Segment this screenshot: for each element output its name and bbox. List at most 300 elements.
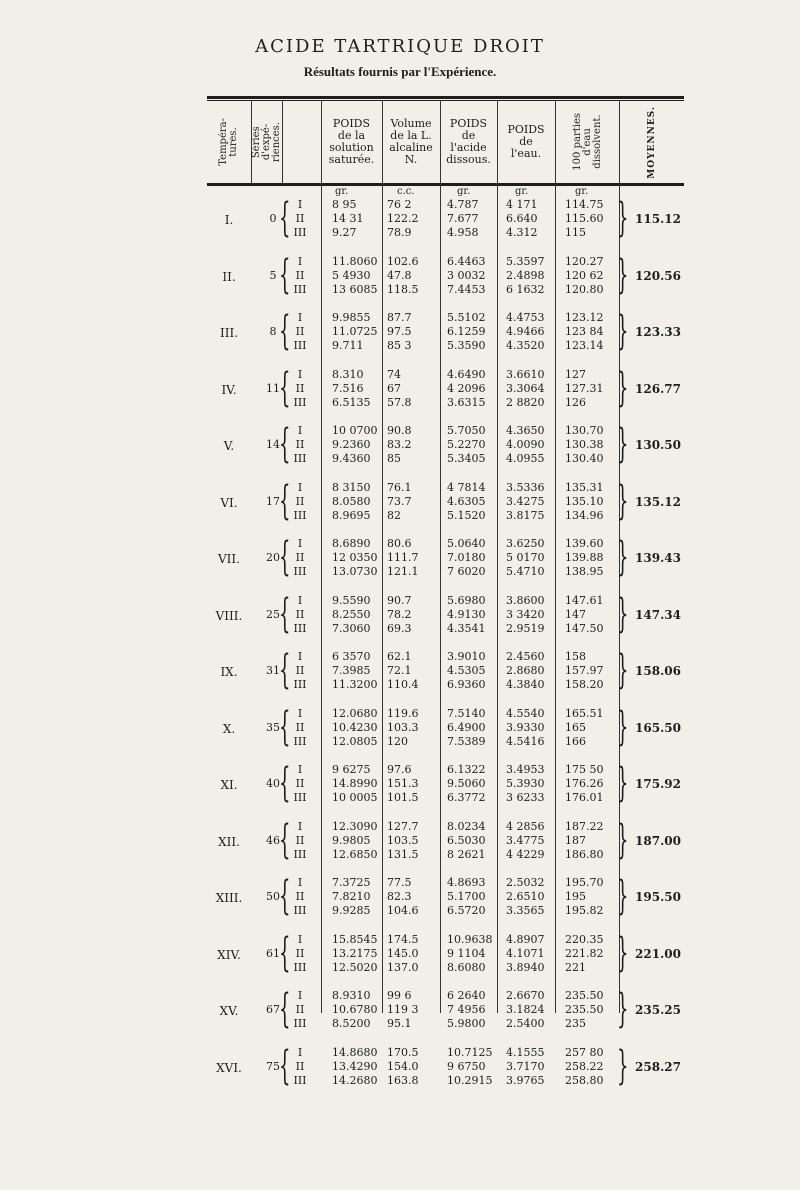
table-row — [207, 735, 684, 749]
parties-eau-cell: 126 — [565, 395, 586, 409]
poids-acide-cell: 10.7125 — [447, 1045, 493, 1059]
poids-eau-cell: 3.6610 — [506, 367, 545, 381]
series-cell: III — [293, 339, 307, 352]
table-row — [207, 212, 684, 226]
parties-eau-cell: 135.31 — [565, 480, 604, 494]
poids-eau-cell: 4.5540 — [506, 706, 545, 720]
poids-solution-cell: 11.3200 — [332, 678, 378, 691]
poids-acide-cell: 5.1520 — [447, 508, 486, 522]
poids-solution-cell: 8.5200 — [332, 1017, 371, 1030]
group-number: I. — [224, 213, 234, 227]
poids-eau-cell: 2.4898 — [506, 268, 545, 282]
group-number: XV. — [219, 1004, 239, 1018]
table-row — [207, 226, 684, 240]
series-cell: I — [297, 254, 303, 268]
group-number: V. — [223, 439, 235, 453]
poids-eau-cell: 2.9519 — [506, 621, 545, 635]
table-row — [207, 721, 684, 735]
parties-eau-cell: 120.80 — [565, 282, 604, 296]
temperature-group — [207, 534, 684, 580]
volume-cell: 90.7 — [387, 593, 412, 607]
poids-eau-cell: 4.5416 — [506, 734, 545, 748]
series-cell: II — [295, 551, 305, 564]
poids-eau-cell: 4.0090 — [506, 438, 545, 451]
moyenne-value: 235.25 — [635, 1003, 681, 1017]
parties-eau-cell: 115.60 — [565, 212, 604, 225]
parties-eau-cell: 130.38 — [565, 438, 604, 451]
moyenne-value: 187.00 — [635, 833, 681, 848]
parties-eau-cell: 257 80 — [565, 1045, 604, 1059]
poids-solution-cell: 10 0005 — [332, 791, 378, 804]
volume-cell: 174.5 — [387, 932, 419, 946]
series-cell: III — [293, 395, 307, 409]
volume-cell: 170.5 — [387, 1045, 419, 1059]
temperature-value: 0 — [269, 212, 277, 225]
page-subtitle: Résultats fournis par l'Expérience. — [303, 64, 497, 79]
table-row — [207, 989, 684, 1003]
table-row — [207, 325, 684, 339]
poids-solution-cell: 9.9285 — [332, 904, 371, 917]
left-brace: { — [279, 647, 291, 693]
table-row — [207, 791, 684, 805]
results-table — [207, 96, 684, 1089]
table-row — [207, 1060, 684, 1074]
right-brace: } — [617, 929, 629, 976]
table-row — [207, 594, 684, 608]
series-cell: I — [297, 706, 303, 720]
poids-eau-cell: 4.3520 — [506, 339, 545, 352]
poids-acide-cell: 6.9360 — [447, 678, 486, 691]
table-row — [207, 368, 684, 382]
series-cell: I — [297, 763, 303, 776]
group-number: IV. — [221, 382, 237, 397]
table-row — [207, 438, 684, 452]
poids-solution-cell: 7.3725 — [332, 876, 371, 889]
series-cell: III — [293, 791, 307, 804]
left-brace: { — [279, 816, 291, 863]
parties-eau-cell: 165 — [565, 720, 586, 734]
poids-eau-cell: 3.4275 — [506, 494, 545, 508]
left-brace: { — [279, 760, 291, 806]
header-poids-eau: POIDS de l'eau. — [507, 123, 545, 160]
poids-acide-cell: 6.4900 — [447, 720, 486, 734]
parties-eau-cell: 114.75 — [565, 198, 604, 211]
table-row — [207, 664, 684, 678]
parties-eau-cell: 134.96 — [565, 508, 604, 522]
table-row — [207, 198, 684, 212]
poids-solution-cell: 12 0350 — [332, 551, 378, 564]
parties-eau-cell: 147.61 — [565, 593, 604, 607]
temperature-group — [207, 1042, 684, 1089]
volume-cell: 121.1 — [387, 565, 419, 578]
poids-eau-cell: 2.6510 — [506, 890, 545, 903]
poids-solution-cell: 10.6780 — [332, 1003, 378, 1016]
volume-cell: 103.5 — [387, 833, 419, 847]
poids-solution-cell: 13.4290 — [332, 1059, 378, 1073]
parties-eau-cell: 130.70 — [565, 424, 604, 437]
series-cell: II — [295, 607, 305, 621]
poids-eau-cell: 3.6250 — [506, 537, 545, 550]
table-row — [207, 495, 684, 509]
table-row — [207, 890, 684, 904]
poids-solution-cell: 9.5590 — [332, 593, 371, 607]
series-cell: II — [295, 494, 305, 508]
poids-acide-cell: 4.6305 — [447, 494, 486, 508]
group-number: III. — [219, 326, 239, 340]
series-cell: III — [293, 565, 307, 578]
poids-solution-cell: 12.0680 — [332, 706, 378, 720]
temperature-group — [207, 760, 684, 806]
poids-solution-cell: 9.27 — [332, 226, 357, 239]
poids-acide-cell: 5.6980 — [447, 593, 486, 607]
volume-cell: 131.5 — [387, 847, 419, 861]
right-brace: } — [617, 421, 629, 467]
poids-solution-cell: 11.8060 — [332, 254, 378, 268]
left-brace: { — [279, 195, 291, 241]
volume-cell: 82.3 — [387, 890, 412, 903]
series-cell: III — [293, 1017, 307, 1030]
poids-solution-cell: 8.310 — [332, 367, 364, 381]
right-brace: } — [617, 647, 629, 693]
poids-eau-cell: 3.8600 — [506, 593, 545, 607]
table-row — [207, 848, 684, 862]
poids-acide-cell: 5.9800 — [447, 1017, 486, 1030]
temperature-value: 17 — [266, 494, 280, 508]
poids-acide-cell: 4.5305 — [447, 664, 486, 677]
parties-eau-cell: 187.22 — [565, 819, 604, 833]
poids-eau-cell: 4.8907 — [506, 932, 545, 946]
poids-solution-cell: 8.0580 — [332, 494, 371, 508]
table-row — [207, 339, 684, 353]
series-cell: II — [295, 381, 305, 395]
poids-eau-cell: 3.9765 — [506, 1073, 545, 1087]
temperature-group — [207, 251, 684, 298]
left-brace: { — [279, 251, 291, 298]
moyenne-value: 158.06 — [635, 664, 681, 678]
left-brace: { — [279, 308, 291, 354]
moyenne-value: 123.33 — [635, 325, 681, 339]
table-row — [207, 481, 684, 495]
poids-acide-cell: 7.677 — [447, 212, 479, 225]
poids-solution-cell: 10.4230 — [332, 720, 378, 734]
volume-cell: 119.6 — [387, 706, 419, 720]
left-brace: { — [279, 929, 291, 976]
temperature-group — [207, 873, 684, 919]
parties-eau-cell: 127.31 — [565, 381, 604, 395]
poids-acide-cell: 6.1322 — [447, 763, 486, 776]
series-cell: III — [293, 508, 307, 522]
temperature-value: 61 — [266, 946, 280, 960]
poids-eau-cell: 4.0955 — [506, 452, 545, 465]
poids-eau-cell: 2.5032 — [506, 876, 545, 889]
moyenne-value: 130.50 — [635, 438, 681, 452]
temperature-value: 35 — [266, 720, 280, 734]
group-number: VII. — [218, 552, 240, 566]
parties-eau-cell: 130.40 — [565, 452, 604, 465]
parties-eau-cell: 120 62 — [565, 268, 604, 282]
parties-eau-cell: 139.88 — [565, 551, 604, 564]
left-brace: { — [279, 986, 291, 1032]
parties-eau-cell: 123.14 — [565, 339, 604, 352]
right-brace: } — [617, 477, 629, 524]
left-brace: { — [279, 703, 291, 750]
poids-eau-cell: 4.312 — [506, 226, 538, 239]
temperature-value: 25 — [266, 607, 280, 621]
poids-acide-cell: 5.3405 — [447, 452, 486, 465]
table-row — [207, 650, 684, 664]
volume-cell: 73.7 — [387, 494, 412, 508]
moyenne-value: 147.34 — [635, 607, 681, 622]
series-cell: I — [297, 537, 303, 550]
volume-cell: 154.0 — [387, 1059, 419, 1073]
poids-eau-cell: 3.8175 — [506, 508, 545, 522]
volume-cell: 118.5 — [387, 282, 419, 296]
unit-poids-eau: gr. — [515, 186, 529, 197]
table-row — [207, 424, 684, 438]
parties-eau-cell: 195 — [565, 890, 586, 903]
poids-solution-cell: 7.3985 — [332, 664, 371, 677]
volume-cell: 97.5 — [387, 325, 412, 338]
volume-cell: 62.1 — [387, 650, 412, 663]
poids-acide-cell: 5.7050 — [447, 424, 486, 437]
poids-eau-cell: 2.4560 — [506, 650, 545, 663]
parties-eau-cell: 186.80 — [565, 847, 604, 861]
volume-cell: 110.4 — [387, 678, 419, 691]
table-row — [207, 452, 684, 466]
poids-solution-cell: 12.5020 — [332, 960, 378, 974]
group-number: IX. — [220, 665, 238, 679]
moyenne-value: 126.77 — [635, 381, 681, 396]
header-series: Séries d'expé- riences. — [251, 121, 282, 163]
table-row — [207, 834, 684, 848]
poids-eau-cell: 2.5400 — [506, 1017, 545, 1030]
poids-solution-cell: 14.8680 — [332, 1045, 378, 1059]
group-number: XIII. — [215, 891, 243, 905]
table-row — [207, 608, 684, 622]
volume-cell: 78.2 — [387, 607, 412, 621]
volume-cell: 67 — [387, 381, 401, 395]
parties-eau-cell: 195.70 — [565, 876, 604, 889]
series-cell: II — [295, 890, 305, 903]
right-brace: } — [617, 195, 629, 241]
parties-eau-cell: 127 — [565, 367, 586, 381]
volume-cell: 99 6 — [387, 989, 412, 1002]
volume-cell: 120 — [387, 734, 408, 748]
poids-eau-cell: 4 2856 — [506, 819, 545, 833]
series-cell: III — [293, 904, 307, 917]
poids-eau-cell: 5.3930 — [506, 777, 545, 790]
poids-acide-cell: 4 2096 — [447, 381, 486, 395]
temperature-group — [207, 195, 684, 241]
temperature-value: 8 — [269, 325, 277, 338]
table-row — [207, 1074, 684, 1088]
parties-eau-cell: 147 — [565, 607, 586, 621]
table-row — [207, 283, 684, 297]
poids-acide-cell: 4.787 — [447, 198, 479, 211]
right-brace: } — [617, 986, 629, 1032]
series-cell: I — [297, 1045, 303, 1059]
series-cell: II — [295, 1003, 305, 1016]
temperature-value: 31 — [266, 664, 280, 677]
temperature-group — [207, 703, 684, 750]
volume-cell: 90.8 — [387, 424, 412, 437]
poids-acide-cell: 4.8693 — [447, 876, 486, 889]
parties-eau-cell: 135.10 — [565, 494, 604, 508]
poids-acide-cell: 4 7814 — [447, 480, 486, 494]
series-cell: II — [295, 325, 305, 338]
poids-acide-cell: 5.5102 — [447, 311, 486, 324]
poids-solution-cell: 9.711 — [332, 339, 364, 352]
poids-acide-cell: 6 2640 — [447, 989, 486, 1002]
series-cell: I — [297, 311, 303, 324]
unit-parties-eau: gr. — [575, 186, 589, 197]
table-row — [207, 1003, 684, 1017]
right-brace: } — [617, 251, 629, 298]
left-brace: { — [279, 590, 291, 637]
series-cell: I — [297, 198, 303, 211]
moyenne-value: 165.50 — [635, 720, 681, 735]
temperature-group — [207, 421, 684, 467]
left-brace: { — [279, 1042, 291, 1089]
temperature-value: 40 — [266, 777, 280, 790]
poids-eau-cell: 4.1071 — [506, 946, 545, 960]
series-cell: I — [297, 819, 303, 833]
temperature-group — [207, 647, 684, 693]
series-cell: III — [293, 1073, 307, 1087]
table-row — [207, 777, 684, 791]
poids-eau-cell: 4.1555 — [506, 1045, 545, 1059]
poids-eau-cell: 2.8680 — [506, 664, 545, 677]
poids-solution-cell: 7.3060 — [332, 621, 371, 635]
volume-cell: 85 3 — [387, 339, 412, 352]
volume-cell: 76.1 — [387, 480, 412, 494]
volume-cell: 101.5 — [387, 791, 419, 804]
parties-eau-cell: 138.95 — [565, 565, 604, 578]
parties-eau-cell: 115 — [565, 226, 586, 239]
poids-eau-cell: 3.4775 — [506, 833, 545, 847]
poids-solution-cell: 6.5135 — [332, 395, 371, 409]
poids-acide-cell: 6.4463 — [447, 254, 486, 268]
table-row — [207, 396, 684, 410]
poids-acide-cell: 7.5389 — [447, 734, 486, 748]
parties-eau-cell: 195.82 — [565, 904, 604, 917]
series-cell: I — [297, 424, 303, 437]
series-cell: I — [297, 650, 303, 663]
moyenne-value: 258.27 — [635, 1059, 681, 1074]
poids-solution-cell: 7.8210 — [332, 890, 371, 903]
parties-eau-cell: 147.50 — [565, 621, 604, 635]
poids-acide-cell: 8.6080 — [447, 960, 486, 974]
poids-acide-cell: 8.0234 — [447, 819, 486, 833]
poids-eau-cell: 5.3597 — [506, 254, 545, 268]
poids-solution-cell: 9.2360 — [332, 438, 371, 451]
unit-poids-solution: gr. — [335, 186, 349, 197]
series-cell: II — [295, 720, 305, 734]
poids-acide-cell: 10.9638 — [447, 932, 493, 946]
poids-eau-cell: 3.7170 — [506, 1059, 545, 1073]
poids-eau-cell: 4.4753 — [506, 311, 545, 324]
series-cell: I — [297, 367, 303, 381]
volume-cell: 95.1 — [387, 1017, 412, 1030]
poids-acide-cell: 9 1104 — [447, 946, 486, 960]
poids-eau-cell: 4 171 — [506, 198, 538, 211]
series-cell: III — [293, 960, 307, 974]
group-number: XII. — [218, 834, 240, 849]
volume-cell: 119 3 — [387, 1003, 419, 1016]
poids-eau-cell: 3.8940 — [506, 960, 545, 974]
parties-eau-cell: 165.51 — [565, 706, 604, 720]
table-row — [207, 622, 684, 636]
parties-eau-cell: 187 — [565, 833, 586, 847]
moyenne-value: 221.00 — [635, 946, 681, 961]
poids-solution-cell: 5 4930 — [332, 268, 371, 282]
poids-solution-cell: 8.6890 — [332, 537, 371, 550]
parties-eau-cell: 235 — [565, 1017, 586, 1030]
parties-eau-cell: 258.22 — [565, 1059, 604, 1073]
temperature-group — [207, 590, 684, 637]
group-number: II. — [222, 269, 236, 284]
volume-cell: 127.7 — [387, 819, 419, 833]
series-cell: III — [293, 282, 307, 296]
temperature-group — [207, 816, 684, 863]
volume-cell: 137.0 — [387, 960, 419, 974]
right-brace: } — [617, 364, 629, 411]
poids-solution-cell: 8.9310 — [332, 989, 371, 1002]
poids-solution-cell: 10 0700 — [332, 424, 378, 437]
volume-cell: 47.8 — [387, 268, 412, 282]
parties-eau-cell: 221.82 — [565, 946, 604, 960]
poids-eau-cell: 2 8820 — [506, 395, 545, 409]
temperature-group — [207, 929, 684, 976]
parties-eau-cell: 235.50 — [565, 989, 604, 1002]
series-cell: II — [295, 664, 305, 677]
poids-acide-cell: 6.5030 — [447, 833, 486, 847]
table-row — [207, 933, 684, 947]
temperature-value: 20 — [266, 551, 280, 564]
table-row — [207, 565, 684, 579]
poids-solution-cell: 9.4360 — [332, 452, 371, 465]
series-cell: III — [293, 452, 307, 465]
volume-cell: 104.6 — [387, 904, 419, 917]
volume-cell: 85 — [387, 452, 401, 465]
poids-eau-cell: 3 6233 — [506, 791, 545, 804]
temperature-group — [207, 308, 684, 354]
poids-eau-cell: 3.3565 — [506, 904, 545, 917]
table-row — [207, 551, 684, 565]
poids-solution-cell: 13.0730 — [332, 565, 378, 578]
parties-eau-cell: 176.26 — [565, 777, 604, 790]
poids-eau-cell: 6.640 — [506, 212, 538, 225]
table-row — [207, 876, 684, 890]
table-row — [207, 763, 684, 777]
moyenne-value: 115.12 — [635, 212, 681, 226]
table-row — [207, 1017, 684, 1031]
poids-solution-cell: 12.6850 — [332, 847, 378, 861]
header-parties-eau: 100 parties d'eau dissolvent. — [571, 113, 603, 171]
poids-solution-cell: 13 6085 — [332, 282, 378, 296]
series-cell: III — [293, 226, 307, 239]
volume-cell: 97.6 — [387, 763, 412, 776]
volume-cell: 102.6 — [387, 254, 419, 268]
header-volume: Volume de la L. alcaline N. — [389, 117, 433, 166]
poids-solution-cell: 12.3090 — [332, 819, 378, 833]
poids-solution-cell: 8.2550 — [332, 607, 371, 621]
group-number: X. — [222, 721, 236, 736]
poids-solution-cell: 8 3150 — [332, 480, 371, 494]
poids-eau-cell: 6 1632 — [506, 282, 545, 296]
series-cell: III — [293, 621, 307, 635]
parties-eau-cell: 158.20 — [565, 678, 604, 691]
